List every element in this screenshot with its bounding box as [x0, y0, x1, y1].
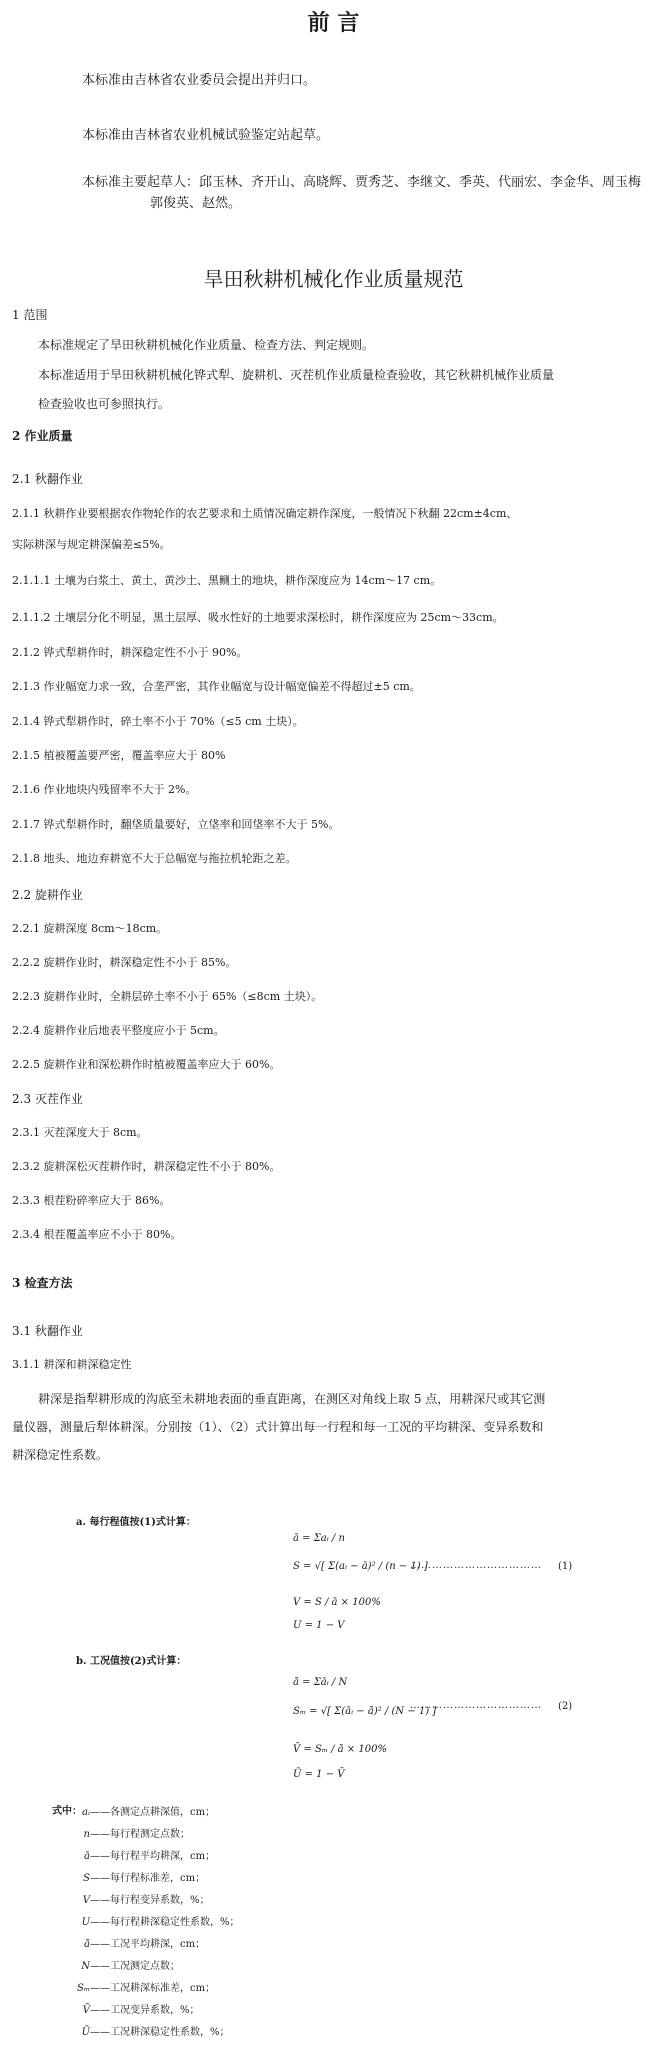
definition-row: [60, 2004, 200, 2017]
definition-symbol: aᵢ: [82, 1807, 90, 1818]
clause: 2.1.7 铧式犁耕作时，翻垡质量要好，立垡率和回垡率不大于 5%。: [12, 818, 340, 831]
formula-line: U = 1 − V: [293, 1620, 345, 1631]
preface-line: 郭俊英、赵然。: [150, 196, 242, 211]
formula-line: ā = Σaᵢ / n: [293, 1533, 345, 1544]
preface-line: 本标准由吉林省农业机械试验鉴定站起草。: [82, 128, 330, 143]
clause: 2.1.1.1 土壤为白浆土、黄土、黄沙土、黑鲗土的地块，耕作深度应为 14cm～17 cm。: [12, 574, 442, 587]
formula-line: S = √[ Σ(aᵢ − ā)² / (n − 1) ]: [293, 1561, 428, 1572]
definition-symbol: S: [83, 1873, 90, 1884]
paragraph: 耕深是指犁耕形成的沟底至未耕地表面的垂直距离，在测区对角线上取 5 点，用耕深尺或其它测: [38, 1392, 546, 1406]
definition-symbol: V: [82, 1895, 90, 1906]
clause: 2.1.5 植被覆盖要严密，覆盖率应大于 80%: [12, 749, 226, 762]
clause: 实际耕深与规定耕深偏差≤5%。: [12, 538, 171, 551]
definition-text: ——每行程标准差，cm；: [90, 1873, 206, 1884]
clause: 2.1.8 地头、地边弃耕宽不大于总幅宽与拖拉机轮距之差。: [12, 852, 297, 865]
formula-line: Ū = 1 − V̄: [293, 1769, 345, 1780]
clause: 2.2.5 旋耕作业和深松耕作时植被覆盖率应大于 60%。: [12, 1058, 281, 1071]
section-heading: 3 检查方法: [12, 1276, 73, 1290]
definition-text: ——工况耕深标准差，cm；: [90, 1983, 216, 1994]
paragraph: 检查验收也可参照执行。: [38, 397, 171, 411]
clause: 2.2.4 旋耕作业后地表平整度应小于 5cm。: [12, 1024, 225, 1037]
definition-text: ——每行程平均耕深，cm；: [90, 1851, 216, 1862]
clause: 2.1.1 秋耕作业要根据农作物轮作的农艺要求和土质情况确定耕作深度，一般情况下秋翻 22cm±4cm、: [12, 507, 518, 520]
definition-text: ——各测定点耕深值，cm；: [90, 1807, 216, 1818]
section-heading: 1 范围: [12, 308, 48, 322]
definition-row: [60, 1828, 190, 1841]
paragraph: 本标准适用于旱田秋耕机械化铧式犁、旋耕机、灭茬机作业质量检查验收，其它秋耕机械作业质量: [38, 368, 555, 382]
preface-line: 本标准由吉林省农业委员会提出并归口。: [82, 73, 317, 88]
definition-text: ——每行程耕深稳定性系数，%；: [90, 1917, 240, 1928]
definition-symbol: Sₘ: [77, 1983, 90, 1994]
formula-line: ā̄ = Σāᵢ / N: [293, 1677, 348, 1688]
formula-a-label: a. 每行程值按(1)式计算：: [76, 1517, 196, 1528]
definition-symbol: U: [81, 1917, 90, 1928]
preface-line: 本标准主要起草人：邱玉林、齐开山、高晓辉、贾秀芝、李继文、季英、代丽宏、李金华、周玉梅: [82, 175, 642, 190]
definition-symbol: Ū: [81, 2027, 90, 2038]
paragraph: 本标准规定了旱田秋耕机械化作业质量、检查方法、判定规则。: [38, 338, 375, 352]
subsection-heading: 3.1 秋翻作业: [12, 1324, 83, 1338]
definition-row: [60, 1850, 215, 1863]
clause: 2.1.2 铧式犁耕作时，耕深稳定性不小于 90%。: [12, 646, 248, 659]
formula-leader-dots: ………………………………: [410, 1560, 542, 1571]
definition-text: ——工况测定点数；: [90, 1961, 180, 1972]
formula-number: (2): [558, 1701, 573, 1712]
clause: 2.3.4 根茬覆盖率应不小于 80%。: [12, 1228, 182, 1241]
paragraph: 耕深稳定性系数。: [12, 1448, 109, 1462]
definition-row: [60, 1872, 205, 1885]
definition-symbol: ā̄: [84, 1939, 90, 1950]
clause: 2.2.3 旋耕作业时，全耕层碎土率不小于 65%（≤8cm 土块）。: [12, 990, 323, 1003]
preface-title: 前 言: [307, 10, 360, 36]
clause: 2.3.3 根茬粉碎率应大于 86%。: [12, 1194, 171, 1207]
clause: 2.1.3 作业幅宽力求一致，合垄严密，其作业幅宽与设计幅宽偏差不得超过±5 cm。: [12, 680, 421, 693]
definition-row: [60, 1916, 240, 1929]
clause: 2.2.1 旋耕深度 8cm～18cm。: [12, 922, 168, 935]
clause: 2.1.4 铧式犁耕作时，碎土率不小于 70%（≤5 cm 土块）。: [12, 715, 304, 728]
subsection-heading: 2.3 灭茬作业: [12, 1092, 83, 1106]
formula-line: V = S / ā × 100%: [293, 1597, 381, 1608]
clause: 2.1.1.2 土壤层分化不明显，黑土层厚、吸水性好的土地要求深松时，耕作深度应为 25cm～33cm。: [12, 611, 504, 624]
definition-row: [60, 1894, 210, 1907]
paragraph: 量仪器，测量后犁体耕深。分别按（1）、（2）式计算出每一行程和每一工况的平均耕深、变异系数和: [12, 1420, 544, 1434]
formula-leader-dots: ………………………………: [410, 1700, 542, 1711]
definition-row: [60, 1982, 215, 1995]
formula-number: (1): [558, 1561, 573, 1572]
definition-symbol: V̄: [82, 2005, 90, 2016]
subsection-heading: 2.2 旋耕作业: [12, 888, 83, 902]
definition-row: [60, 1960, 180, 1973]
definition-symbol: N: [81, 1961, 90, 1972]
definition-text: ——工况耕深稳定性系数，%；: [90, 2027, 230, 2038]
clause: 3.1.1 耕深和耕深稳定性: [12, 1358, 132, 1371]
clause: 2.3.1 灭茬深度大于 8cm。: [12, 1126, 148, 1139]
definition-row: [60, 1806, 215, 1819]
formula-line: V̄ = Sₘ / ā̄ × 100%: [293, 1744, 387, 1755]
formula-b-label: b. 工况值按(2)式计算：: [76, 1656, 187, 1667]
definition-text: ——每行程变异系数，%；: [90, 1895, 210, 1906]
definition-symbol: ā: [84, 1851, 90, 1862]
section-heading: 2 作业质量: [12, 429, 73, 443]
definition-symbol: n: [83, 1829, 90, 1840]
subsection-heading: 2.1 秋翻作业: [12, 472, 83, 486]
definition-row: [60, 1938, 205, 1951]
definition-text: ——工况变异系数，%；: [90, 2005, 200, 2016]
definition-row: [60, 2026, 230, 2039]
clause: 2.2.2 旋耕作业时，耕深稳定性不小于 85%。: [12, 956, 237, 969]
where-label: 式中：: [52, 1806, 82, 1817]
formula-line: Sₘ = √[ Σ(āᵢ − ā̄)² / (N − 1) ]: [293, 1706, 437, 1717]
clause: 2.1.6 作业地块内残留率不大于 2%。: [12, 783, 197, 796]
definition-text: ——每行程测定点数；: [90, 1829, 190, 1840]
definition-text: ——工况平均耕深，cm；: [90, 1939, 206, 1950]
clause: 2.3.2 旋耕深松灭茬耕作时，耕深稳定性不小于 80%。: [12, 1160, 281, 1173]
document-title: 旱田秋耕机械化作业质量规范: [203, 267, 464, 291]
